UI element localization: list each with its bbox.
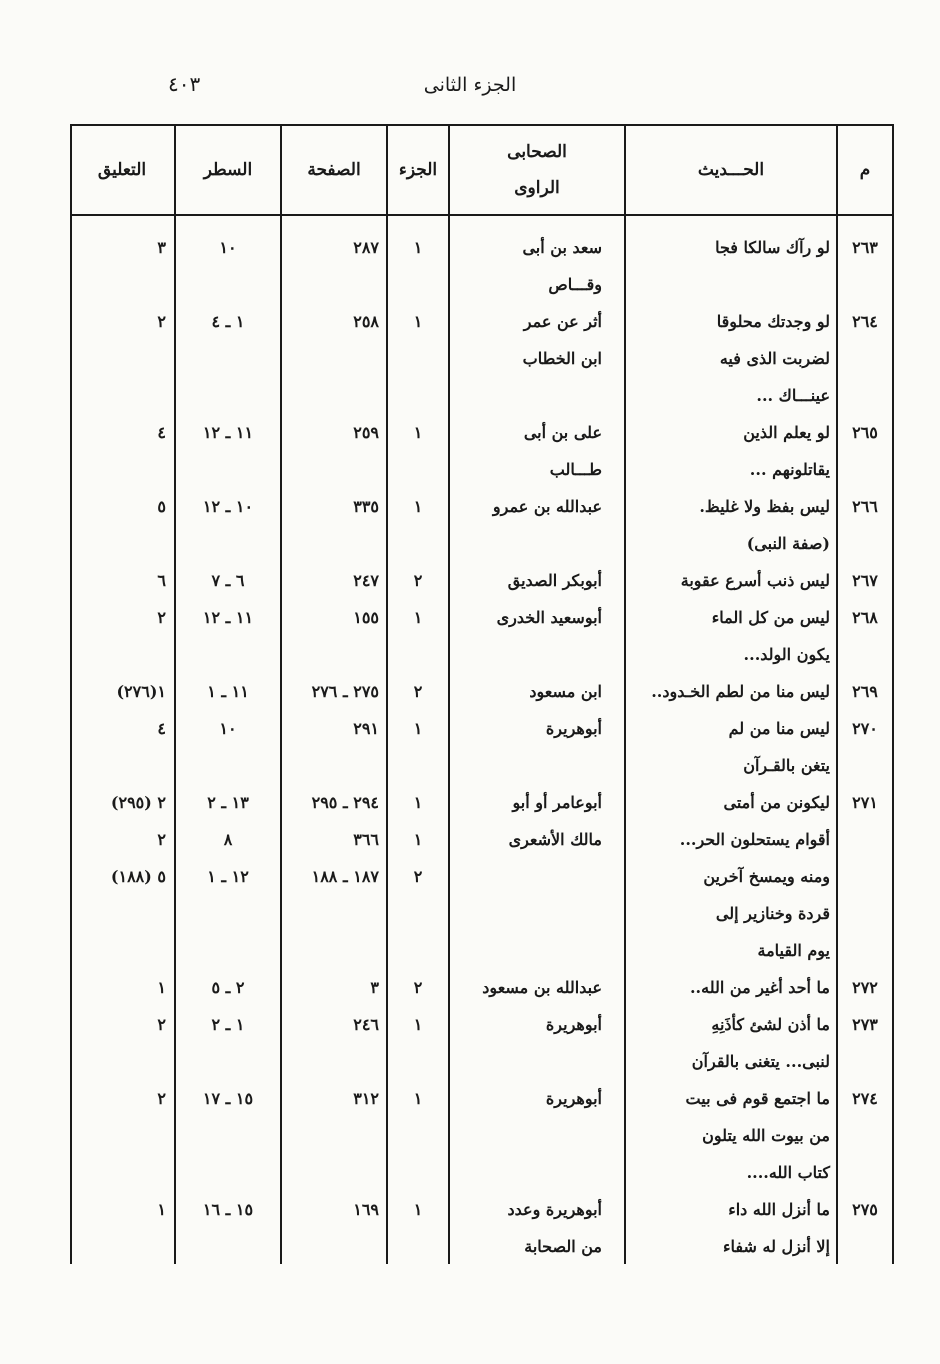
page-ref <box>287 303 387 340</box>
narrator <box>452 488 602 525</box>
hadith-text-line: لو يعلم الذين <box>743 423 830 442</box>
hadith-text <box>626 488 830 562</box>
row-number-line: ٢٧٤ <box>852 1089 878 1108</box>
narrator <box>452 414 602 488</box>
note-ref-line: ٦ <box>157 571 166 590</box>
hadith-text-line: ومنه ويمسخ آخرين <box>703 867 830 886</box>
page-ref <box>287 599 387 636</box>
part-number <box>388 229 448 266</box>
line-ref-line: ١ ـ ٢ <box>211 1015 245 1034</box>
narrator-line: أبوهريرة وعدد <box>507 1200 602 1219</box>
hadith-text-line: ليس بفظ ولا غليظ. <box>699 497 830 516</box>
line-ref-line: ١٥ ـ ١٧ <box>202 1089 254 1108</box>
hadith-text-line: إلا أنزل له شفاء <box>723 1237 830 1256</box>
part-number-line: ٢ <box>413 682 423 701</box>
narrator-line: سعد بن أبى <box>522 238 602 257</box>
row-number <box>838 673 892 710</box>
note-ref <box>70 562 174 599</box>
line-ref <box>174 303 282 340</box>
narrator <box>452 969 602 1006</box>
hadith-text-line: ما أذن لشئ كأذَنِهِ <box>711 1015 830 1034</box>
note-ref <box>70 1006 174 1043</box>
part-number <box>388 1191 448 1228</box>
part-number <box>388 562 448 599</box>
hadith-text <box>626 784 830 969</box>
page-ref <box>287 673 387 710</box>
hadith-text-line: يكون الولد... <box>743 645 830 664</box>
table-row <box>72 414 892 488</box>
hadith-text <box>626 303 830 414</box>
row-number <box>838 562 892 599</box>
part-number <box>388 488 448 525</box>
hadith-text-line: عينـــاك ... <box>756 386 830 405</box>
header-sahabi-line2: الراوى <box>514 178 560 198</box>
page-ref-line: ٢٤٦ <box>353 1015 379 1034</box>
page-title: الجزء الثانى <box>423 74 517 96</box>
page-ref-line: ٣ <box>370 978 379 997</box>
line-ref <box>174 710 282 747</box>
header-hadith: الحـــديث <box>697 160 765 180</box>
hadith-text <box>626 1006 830 1080</box>
part-number <box>388 599 448 636</box>
table-row <box>72 710 892 784</box>
narrator-line: أبوهريرة <box>545 719 602 738</box>
hadith-text <box>626 710 830 784</box>
header-juz: الجزء <box>398 160 438 180</box>
row-number <box>838 784 892 821</box>
table-row <box>72 303 892 414</box>
table-row <box>72 784 892 969</box>
header-m: م <box>859 160 871 180</box>
page-ref-line: ٢٧٥ ـ ٢٧٦ <box>311 682 379 701</box>
page-ref <box>287 414 387 451</box>
hadith-text-line: يتغن بالقـرآن <box>743 756 830 775</box>
narrator <box>452 710 602 747</box>
note-ref-line: ٤ <box>157 423 166 442</box>
narrator-line: ابن مسعود <box>529 682 602 701</box>
hadith-text-line: ليس منا من لطم الخـدود.. <box>651 682 830 701</box>
row-number-line: ٢٦٣ <box>852 238 878 257</box>
hadith-text-line: يقاتلونهم ... <box>749 460 830 479</box>
line-ref-line: ١٣ ـ ٢ <box>207 793 249 812</box>
narrator-line: عبدالله بن عمرو <box>492 497 602 516</box>
note-ref-line: ٤ <box>157 719 166 738</box>
line-ref <box>174 1006 282 1043</box>
note-ref <box>70 673 174 710</box>
part-number <box>388 414 448 451</box>
hadith-text-line: ما اجتمع قوم فى بيت <box>685 1089 830 1108</box>
page-ref-line: ٢٨٧ <box>353 238 379 257</box>
table-row <box>72 969 892 1006</box>
hadith-text-line: ليكونن من أمتى <box>723 793 830 812</box>
part-number-line: ١ <box>413 608 423 627</box>
note-ref-line: ٢ <box>157 608 166 627</box>
row-number <box>838 1006 892 1043</box>
line-ref-line: ١١ ـ ١٢ <box>202 608 254 627</box>
hadith-text-line: قردة وخنازير إلى <box>715 904 830 923</box>
hadith-text-line: من بيوت الله يتلون <box>702 1126 830 1145</box>
line-ref-line: ١ ـ ٤ <box>211 312 245 331</box>
note-ref-line: ٢ <box>157 830 166 849</box>
row-number <box>838 1080 892 1117</box>
part-number <box>388 784 448 895</box>
line-ref-line: ١١ ـ ١٢ <box>202 423 254 442</box>
line-ref <box>174 562 282 599</box>
part-number <box>388 673 448 710</box>
narrator <box>452 673 602 710</box>
note-ref <box>70 414 174 451</box>
narrator-line: أبوبكر الصديق <box>507 571 602 590</box>
part-number-line: ٢ <box>413 867 423 886</box>
note-ref <box>70 229 174 266</box>
hadith-text <box>626 969 830 1006</box>
line-ref-line: ١٢ ـ ١ <box>207 867 249 886</box>
row-number-line: ٢٦٨ <box>852 608 878 627</box>
hadith-text <box>626 229 830 266</box>
page-ref <box>287 969 387 1006</box>
line-ref-line: ٢ ـ ٥ <box>211 978 245 997</box>
part-number-line: ١ <box>413 238 423 257</box>
part-number-line: ١ <box>413 1200 423 1219</box>
note-ref-line: ٢ (٢٩٥) <box>110 793 166 812</box>
narrator-line: وقـــاص <box>548 275 602 294</box>
line-ref-line: ١٠ <box>219 719 237 738</box>
page-ref <box>287 562 387 599</box>
line-ref-line: ٨ <box>223 830 233 849</box>
header-page: الصفحة <box>307 160 361 180</box>
hadith-text-line: كتاب الله.... <box>746 1163 830 1182</box>
part-number-line: ٢ <box>413 978 423 997</box>
narrator <box>452 1080 602 1117</box>
narrator <box>452 1191 602 1265</box>
table-row <box>72 673 892 710</box>
page-ref <box>287 488 387 525</box>
note-ref <box>70 784 174 895</box>
page-ref-line: ١٨٧ ـ ١٨٨ <box>311 867 379 886</box>
header-note: التعليق <box>97 160 147 180</box>
note-ref <box>70 488 174 525</box>
page-ref <box>287 784 387 895</box>
line-ref <box>174 969 282 1006</box>
row-number <box>838 710 892 747</box>
narrator <box>452 784 602 858</box>
hadith-text-line: لو رآك سالكا فجا <box>715 238 830 257</box>
row-number-line: ٢٧٣ <box>852 1015 878 1034</box>
part-number <box>388 1080 448 1117</box>
narrator-line: أبوهريرة <box>545 1015 602 1034</box>
table-row <box>72 229 892 303</box>
note-ref-line: ٢ <box>157 1089 166 1108</box>
row-number <box>838 1191 892 1228</box>
narrator-line: أبوهريرة <box>545 1089 602 1108</box>
narrator-line: أبوعامر أو أبو <box>512 793 602 812</box>
line-ref-line: ١١ ـ ١ <box>207 682 249 701</box>
line-ref-line: ٦ ـ ٧ <box>211 571 245 590</box>
hadith-text <box>626 1080 830 1191</box>
hadith-text-line: لنبى... يتغنى بالقرآن <box>691 1052 830 1071</box>
line-ref <box>174 488 282 525</box>
narrator-line: أبوسعيد الخدرى <box>496 608 602 627</box>
row-number-line: ٢٦٥ <box>852 423 878 442</box>
row-number-line: ٢٦٦ <box>852 497 878 516</box>
line-ref <box>174 599 282 636</box>
part-number <box>388 1006 448 1043</box>
narrator <box>452 229 602 303</box>
row-number <box>838 599 892 636</box>
page-ref-line: ٢٥٩ <box>353 423 379 442</box>
part-number-line: ١ <box>413 312 423 331</box>
hadith-text-line: ليس منا من لم <box>728 719 830 738</box>
part-number-line: ١ <box>413 719 423 738</box>
line-ref-line: ١٠ <box>219 238 237 257</box>
row-number-line: ٢٧٠ <box>852 719 878 738</box>
page-ref-line: ١٦٩ <box>353 1200 379 1219</box>
page-ref-line: ١٥٥ <box>353 608 379 627</box>
narrator-line: عبدالله بن مسعود <box>482 978 602 997</box>
note-ref-line: ٢ <box>157 1015 166 1034</box>
note-ref-line: ١ <box>157 1200 166 1219</box>
part-number-line: ١ <box>413 830 423 849</box>
line-ref <box>174 1191 282 1228</box>
part-number-line: ٢ <box>413 571 423 590</box>
table-row <box>72 1006 892 1080</box>
part-number-line: ١ <box>413 793 423 812</box>
narrator-line: طـــالب <box>549 460 602 479</box>
hadith-text <box>626 599 830 673</box>
page-header <box>0 72 940 104</box>
note-ref-line: ٥ (١٨٨) <box>110 867 166 886</box>
line-ref-line: ١٥ ـ ١٦ <box>202 1200 254 1219</box>
page-ref-line: ٢٩٤ ـ ٢٩٥ <box>311 793 379 812</box>
row-number-line: ٢٧٢ <box>852 978 878 997</box>
note-ref <box>70 303 174 340</box>
page-ref-line: ٢٤٧ <box>353 571 379 590</box>
note-ref-line: ١(٢٧٦) <box>116 682 166 701</box>
line-ref <box>174 1080 282 1117</box>
row-number <box>838 303 892 340</box>
table-row <box>72 488 892 562</box>
table-row <box>72 1080 892 1191</box>
part-number-line: ١ <box>413 1015 423 1034</box>
note-ref-line: ٥ <box>157 497 166 516</box>
header-line: السطر <box>203 160 253 180</box>
row-number-line: ٢٦٩ <box>852 682 878 701</box>
line-ref <box>174 414 282 451</box>
narrator-line: على بن أبى <box>523 423 602 442</box>
note-ref <box>70 599 174 636</box>
narrator-line: مالك الأشعرى <box>508 830 602 849</box>
row-number-line: ٢٧١ <box>852 793 878 812</box>
part-number-line: ١ <box>413 1089 423 1108</box>
hadith-text-line: ما أنزل الله داء <box>728 1200 830 1219</box>
note-ref <box>70 1080 174 1117</box>
part-number-line: ١ <box>413 423 423 442</box>
hadith-text <box>626 673 830 710</box>
hadith-text-line: لو وجدتك محلوقا <box>716 312 830 331</box>
part-number <box>388 710 448 747</box>
page-ref-line: ٣٣٥ <box>353 497 379 516</box>
hadith-text-line: يوم القيامة <box>757 941 830 960</box>
hadith-text <box>626 562 830 599</box>
hadith-text <box>626 414 830 488</box>
header-divider <box>72 214 892 216</box>
line-ref <box>174 229 282 266</box>
note-ref-line: ١ <box>157 978 166 997</box>
row-number <box>838 229 892 266</box>
header-sahabi <box>450 126 624 214</box>
page-ref <box>287 229 387 266</box>
note-ref <box>70 969 174 1006</box>
table-row <box>72 562 892 599</box>
page-ref-line: ٣١٢ <box>353 1089 379 1108</box>
row-number <box>838 414 892 451</box>
line-ref <box>174 784 282 895</box>
page-number: ٤٠٣ <box>168 72 201 96</box>
page-ref-line: ٣٦٦ <box>353 830 379 849</box>
page-ref-line: ٢٥٨ <box>353 312 379 331</box>
row-number-line: ٢٦٤ <box>852 312 878 331</box>
header-sahabi-line1: الصحابى <box>507 142 567 162</box>
hadith-text-line: (صفة النبى) <box>746 534 830 553</box>
narrator-line: ابن الخطاب <box>522 349 602 368</box>
note-ref-line: ٣ <box>157 238 166 257</box>
part-number <box>388 303 448 340</box>
hadith-text-line: لضربت الذى فيه <box>719 349 830 368</box>
narrator <box>452 303 602 377</box>
note-ref-line: ٢ <box>157 312 166 331</box>
note-ref <box>70 1191 174 1228</box>
part-number-line: ١ <box>413 497 423 516</box>
narrator <box>452 562 602 599</box>
hadith-text-line: ما أحد أغير من الله.. <box>689 978 830 997</box>
hadith-text <box>626 1191 830 1265</box>
table-row <box>72 599 892 673</box>
row-number <box>838 969 892 1006</box>
line-ref-line: ١٠ ـ ١٢ <box>202 497 254 516</box>
page-ref <box>287 710 387 747</box>
narrator <box>452 1006 602 1043</box>
page-ref <box>287 1080 387 1117</box>
hadith-text-line: أقوام يستحلون الحر... <box>679 830 830 849</box>
table-row <box>72 1191 892 1265</box>
note-ref <box>70 710 174 747</box>
row-number-line: ٢٦٧ <box>852 571 878 590</box>
row-number <box>838 488 892 525</box>
narrator-line: أثر عن عمر <box>523 312 602 331</box>
page-ref <box>287 1006 387 1043</box>
page-ref <box>287 1191 387 1228</box>
hadith-text-line: ليس من كل الماء <box>711 608 830 627</box>
narrator <box>452 599 602 636</box>
line-ref <box>174 673 282 710</box>
narrator-line: من الصحابة <box>524 1237 602 1256</box>
row-number-line: ٢٧٥ <box>852 1200 878 1219</box>
hadith-index-table <box>70 124 894 1264</box>
part-number <box>388 969 448 1006</box>
hadith-text-line: ليس ذنب أسرع عقوبة <box>680 571 830 590</box>
page-ref-line: ٢٩١ <box>353 719 379 738</box>
